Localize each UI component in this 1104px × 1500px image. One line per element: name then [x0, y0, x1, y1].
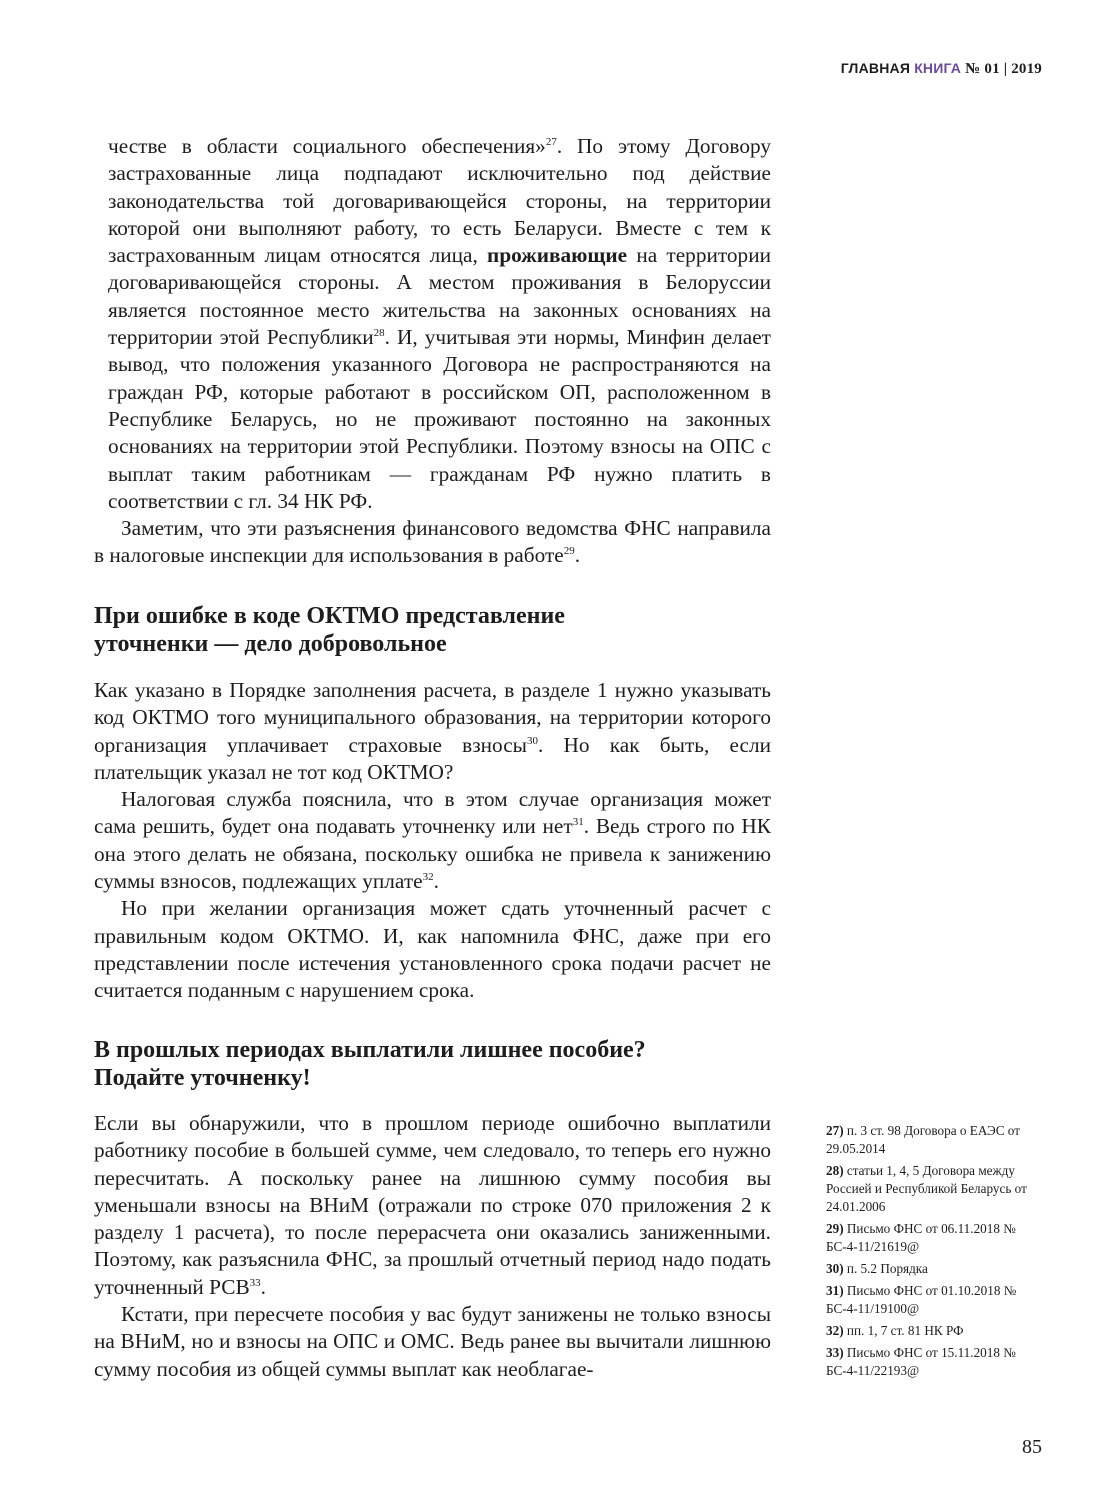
paragraph: Но при желании организация может сдать уточненный расчет с правильным кодом ОКТМО. И, как напомнила ФНС, даже при его представлении после истечения установленного срока подачи расчет не считается поданным с нарушением срока. — [94, 896, 771, 1003]
section-heading-oktmo: При ошибке в коде ОКТМО представление уточненки — дело добровольное — [94, 603, 565, 657]
footnote-29: 29) Письмо ФНС от 06.11.2018 № БС-4-11/21619@ — [826, 1221, 1016, 1254]
footnote-32: 32) пп. 1, 7 ст. 81 НК РФ — [826, 1323, 964, 1338]
paragraph: Как указано в Порядке заполнения расчета, в разделе 1 нужно указывать код ОКТМО того муниципального образования, на территории которого организация уплачивает страховые взносы$^{30}$. Но как быть, если плательщик указал не тот код ОКТМО? — [94, 678, 771, 784]
emphasis: проживающие — [487, 243, 628, 268]
footnote-ref[interactable]: 33 — [249, 1276, 261, 1289]
footnote-30: 30) п. 5.2 Порядка — [826, 1261, 928, 1276]
paragraph: Если вы обнаружили, что в прошлом периоде ошибочно выплатили работнику пособие в большей сумме, чем следовало, то теперь его нужно пересчитать. А поскольку ранее на лишнюю сумму пособия вы уменьшали взносы на ВНиМ (отражали по строке 070 приложения 2 к разделу 1 расчета), то после перерасчета они оказались заниженными. Поэтому, как разъяснила ФНС, за прошлый отчетный период надо подать уточненный РСВ$^{33}$. — [94, 1111, 771, 1299]
issue-number: № 01 | 2019 — [965, 61, 1042, 77]
footnotes — [826, 1122, 1048, 1384]
footnote-33: 33) Письмо ФНС от 15.11.2018 № БС-4-11/22193@ — [826, 1345, 1016, 1378]
page-number: 85 — [1022, 1436, 1042, 1458]
section-benefit-body — [94, 1110, 771, 1383]
footnote-ref[interactable]: 27 — [545, 136, 557, 148]
footnote-ref[interactable]: 31 — [572, 816, 584, 829]
footnote-ref[interactable]: 29 — [563, 545, 575, 558]
footnote-ref[interactable]: 32 — [422, 871, 434, 884]
footnote-28: 28) статьи 1, 4, 5 Договора между Россией и Республикой Беларусь от 24.01.2006 — [826, 1163, 1027, 1214]
paragraph: Заметим, что эти разъяснения финансового ведомства ФНС направила в налоговые инспекции для использования в работе$^{29}$. — [94, 516, 771, 568]
section-heading-benefit: В прошлых периодах выплатили лишнее пособие? Подайте уточненку! — [94, 1037, 646, 1091]
brand-name-part1: ГЛАВНАЯ — [840, 60, 911, 76]
paragraph: Кстати, при пересчете пособия у вас будут занижены не только взносы на ВНиМ, но и взносы на ОПС и ОМС. Ведь ранее вы вычитали лишнюю сумму пособия из общей суммы выплат как необлагае- — [94, 1302, 771, 1381]
footnote-ref[interactable]: 30 — [526, 734, 538, 747]
paragraph: Налоговая служба пояснила, что в этом случае организация может сама решить, будет она подавать уточненку или нет$^{31}$. Ведь строго по НК она этого делать не обязана, поскольку ошибка не привела к занижению суммы взносов, подлежащих уплате$^{32}$. — [94, 787, 771, 894]
footnote-ref[interactable]: 28 — [373, 327, 385, 340]
paragraph: честве в области социального обеспечения»$^{27}$. По этому Договору застрахованные лица подпадают исключительно под действие законодательства той договаривающейся стороны, на территории которой они выполняют работу, то есть Беларуси. Вместе с тем к застрахованным лицам относятся лица, проживающие на территории договаривающейся стороны. А местом проживания в Белоруссии является постоянное место жительства на законных основаниях на территории этой Республики$^{28}$. И, учитывая эти нормы, Минфин делает вывод, что положения указанного Договора не распространяются на граждан РФ, которые работают в российском ОП, расположенном в Республике Беларусь, но не проживают постоянно на законных основаниях на территории этой Республики. Поэтому взносы на ОПС с выплат таким работникам — гражданам РФ нужно платить в соответствии с гл. 34 НК РФ. — [108, 134, 771, 513]
brand-name-part2: КНИГА — [914, 60, 962, 76]
footnote-31: 31) Письмо ФНС от 01.10.2018 № БС-4-11/19100@ — [826, 1283, 1017, 1316]
intro-continuation — [94, 133, 771, 570]
section-oktmo-body — [94, 677, 771, 1005]
masthead — [841, 60, 1042, 78]
footnote-27: 27) п. 3 ст. 98 Договора о ЕАЭС от 29.05.2014 — [826, 1123, 1020, 1156]
